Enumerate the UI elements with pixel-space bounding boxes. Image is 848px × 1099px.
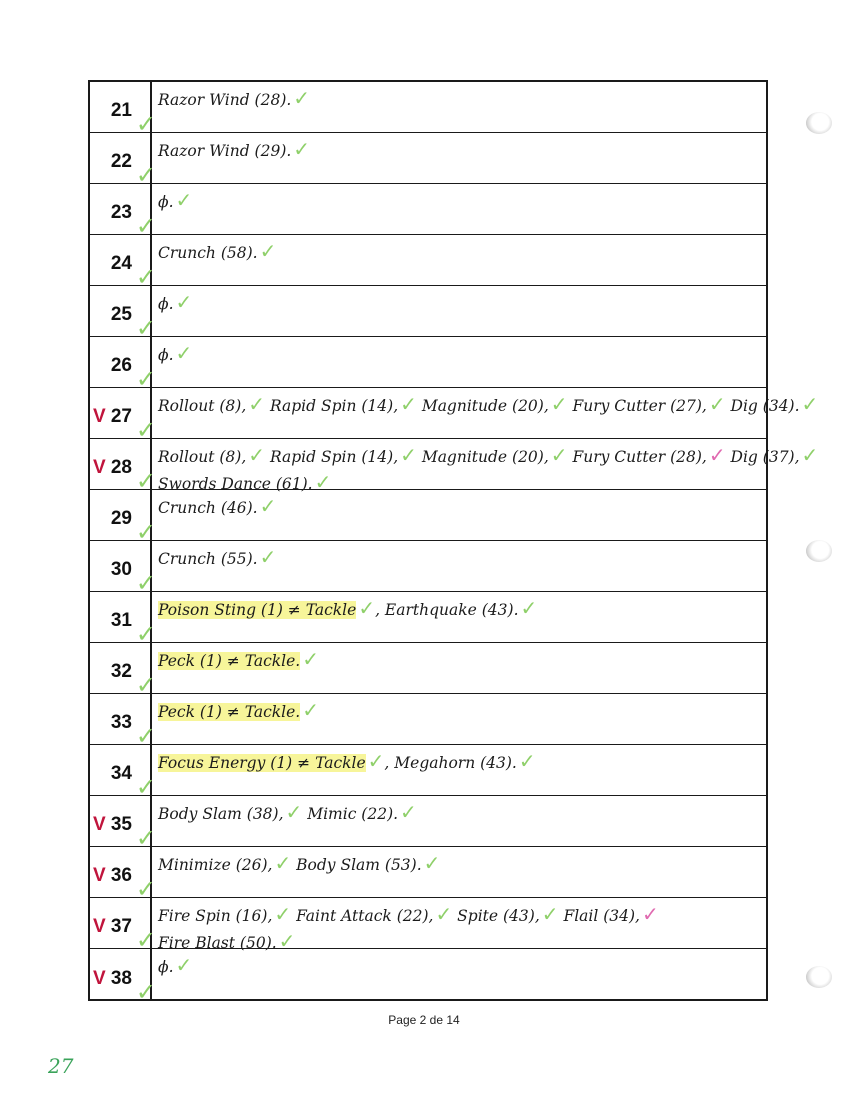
move-entry: Fire Spin (16), (158, 907, 273, 925)
moves-cell (158, 545, 760, 572)
check-mark-icon: ✓ (423, 851, 441, 875)
moves-cell (158, 443, 819, 497)
moves-cell (158, 290, 760, 317)
handwritten-page-number: 27 (48, 1054, 74, 1078)
moves-cell (158, 953, 760, 980)
row-number: 36 (110, 865, 132, 886)
row-number: 28 (110, 457, 132, 478)
check-mark-icon: ✓ (135, 212, 156, 240)
move-entry: Peck (1) ≠ Tackle. (158, 703, 301, 721)
table-row (90, 286, 766, 342)
row-number: 21 (110, 100, 132, 121)
row-number-cell (90, 337, 156, 393)
review-mark: V (93, 968, 106, 989)
move-entry: Razor Wind (29). (158, 142, 292, 160)
move-entry: Magnitude (20), (416, 448, 549, 466)
check-mark-icon: ✓ (175, 290, 193, 314)
page-footer: Page 2 de 14 (388, 1013, 460, 1027)
row-number-cell (90, 643, 156, 699)
check-mark-icon: ✓ (248, 392, 266, 416)
moves-cell (158, 137, 760, 164)
move-entry: Swords Dance (61). (158, 475, 313, 493)
row-number-cell (90, 184, 156, 240)
table-row (90, 439, 819, 495)
row-number: 34 (110, 763, 132, 784)
check-mark-icon: ✓ (175, 341, 193, 365)
check-mark-icon: ✓ (293, 86, 311, 110)
move-entry: ϕ. (158, 193, 174, 211)
table-row (90, 490, 766, 546)
check-mark-icon: ✓ (135, 263, 156, 291)
check-mark-icon: ✓ (135, 161, 156, 189)
review-mark: V (93, 814, 106, 835)
table-row (90, 133, 766, 189)
moves-cell (158, 494, 760, 521)
hole-punch-top (806, 112, 832, 134)
check-mark-icon: ✓ (367, 749, 385, 773)
move-entry: Magnitude (20), (416, 397, 549, 415)
check-mark-icon: ✓ (708, 392, 726, 416)
row-number: 31 (110, 610, 132, 631)
check-mark-icon: ✓ (358, 596, 376, 620)
move-entry: Dig (37), (725, 448, 800, 466)
check-mark-icon: ✓ (248, 443, 266, 467)
move-entry: Crunch (55). (158, 550, 258, 568)
check-mark-icon: ✓ (135, 824, 156, 852)
check-mark-icon: ✓ (550, 443, 568, 467)
table-row (90, 388, 819, 444)
check-mark-icon: ✓ (259, 239, 277, 263)
check-mark-icon: ✓ (274, 902, 292, 926)
check-mark-icon: ✓ (135, 518, 156, 546)
moves-cell (158, 749, 760, 776)
move-entry: Poison Sting (1) ≠ Tackle (158, 601, 357, 619)
row-number: 37 (110, 916, 132, 937)
table-row (90, 592, 766, 648)
table-row (90, 694, 766, 750)
check-mark-icon: ✓ (641, 902, 659, 926)
moves-cell (158, 902, 760, 956)
move-entry: Dig (34). (725, 397, 800, 415)
table-row (90, 643, 766, 699)
check-mark-icon: ✓ (175, 188, 193, 212)
table-row (90, 82, 766, 138)
row-number-cell (90, 592, 156, 648)
row-number-cell (90, 490, 156, 546)
moves-cell (158, 800, 760, 827)
check-mark-icon: ✓ (135, 467, 156, 495)
move-entry: Rollout (8), (158, 448, 247, 466)
check-mark-icon: ✓ (135, 314, 156, 342)
row-number: 24 (110, 253, 132, 274)
check-mark-icon: ✓ (135, 365, 156, 393)
row-number: 27 (110, 406, 132, 427)
move-entry: Fury Cutter (27), (567, 397, 707, 415)
row-number: 23 (110, 202, 132, 223)
move-entry: Peck (1) ≠ Tackle. (158, 652, 301, 670)
moves-cell (158, 86, 760, 113)
check-mark-icon: ✓ (550, 392, 568, 416)
move-entry: Crunch (46). (158, 499, 258, 517)
row-number-cell (90, 286, 156, 342)
moves-table (88, 80, 819, 1006)
check-mark-icon: ✓ (135, 875, 156, 903)
move-entry: Crunch (58). (158, 244, 258, 262)
row-number: 30 (110, 559, 132, 580)
row-number-cell (90, 439, 156, 495)
moves-cell (158, 698, 760, 725)
table-row (90, 796, 766, 852)
row-number-cell (90, 796, 156, 852)
row-number: 29 (110, 508, 132, 529)
move-entry: Fury Cutter (28), (567, 448, 707, 466)
moves-cell (158, 647, 760, 674)
check-mark-icon: ✓ (259, 494, 277, 518)
row-number-cell (90, 541, 156, 597)
row-number-cell (90, 949, 156, 1006)
moves-cell (158, 596, 760, 623)
row-number-cell (90, 82, 156, 138)
check-mark-icon: ✓ (520, 596, 538, 620)
move-entry: ϕ. (158, 346, 174, 364)
row-number-cell (90, 133, 156, 189)
moves-cell (158, 392, 819, 419)
row-number: 35 (110, 814, 132, 835)
check-mark-icon: ✓ (541, 902, 559, 926)
row-number: 25 (110, 304, 132, 325)
check-mark-icon: ✓ (801, 443, 819, 467)
move-entry: Spite (43), (452, 907, 540, 925)
move-entry: Rapid Spin (14), (265, 448, 399, 466)
table-row (90, 235, 766, 291)
move-entry: Fire Blast (50). (158, 934, 277, 952)
review-mark: V (93, 457, 106, 478)
row-number: 32 (110, 661, 132, 682)
move-entry: Faint Attack (22), (291, 907, 434, 925)
move-entry: Rapid Spin (14), (265, 397, 399, 415)
check-mark-icon: ✓ (135, 926, 156, 954)
hole-punch-middle (806, 540, 832, 562)
table-row (90, 184, 766, 240)
moves-cell (158, 341, 760, 368)
moves-cell (158, 188, 760, 215)
move-entry: Minimize (26), (158, 856, 273, 874)
row-number-cell (90, 235, 156, 291)
check-mark-icon: ✓ (135, 110, 156, 138)
check-mark-icon: ✓ (285, 800, 303, 824)
check-mark-icon: ✓ (274, 851, 292, 875)
check-mark-icon: ✓ (708, 443, 726, 467)
row-number-cell (90, 388, 156, 444)
review-mark: V (93, 406, 106, 427)
review-mark: V (93, 916, 106, 937)
review-mark: V (93, 865, 106, 886)
move-entry: ϕ. (158, 295, 174, 313)
check-mark-icon: ✓ (135, 722, 156, 750)
move-entry: , Megahorn (43). (384, 754, 517, 772)
table-row (90, 541, 766, 597)
check-mark-icon: ✓ (259, 545, 277, 569)
moves-cell (158, 239, 760, 266)
table-row (90, 949, 766, 1006)
check-mark-icon: ✓ (400, 800, 417, 824)
check-mark-icon: ✓ (135, 773, 156, 801)
table-row (90, 847, 766, 903)
move-entry: Body Slam (38), (158, 805, 284, 823)
check-mark-icon: ✓ (400, 392, 417, 416)
move-entry: Mimic (22). (302, 805, 399, 823)
check-mark-icon: ✓ (314, 470, 332, 494)
moves-cell (158, 851, 760, 878)
table-row (90, 898, 766, 954)
check-mark-icon: ✓ (801, 392, 819, 416)
check-mark-icon: ✓ (175, 953, 193, 977)
check-mark-icon: ✓ (302, 698, 319, 722)
move-entry: ϕ. (158, 958, 174, 976)
hole-punch-bottom (806, 966, 832, 988)
check-mark-icon: ✓ (400, 443, 417, 467)
check-mark-icon: ✓ (435, 902, 453, 926)
check-mark-icon: ✓ (135, 620, 156, 648)
table-row (90, 337, 766, 393)
row-number: 33 (110, 712, 132, 733)
row-number: 38 (110, 968, 132, 989)
row-number: 22 (110, 151, 132, 172)
row-number-cell (90, 745, 156, 801)
row-number-cell (90, 847, 156, 903)
check-mark-icon: ✓ (135, 671, 156, 699)
move-entry: Flail (34), (558, 907, 640, 925)
check-mark-icon: ✓ (293, 137, 311, 161)
row-number-cell (90, 898, 156, 954)
move-entry: , Earthquake (43). (375, 601, 519, 619)
check-mark-icon: ✓ (135, 569, 156, 597)
table-row (90, 745, 766, 801)
check-mark-icon: ✓ (302, 647, 319, 671)
move-entry: Focus Energy (1) ≠ Tackle (158, 754, 366, 772)
move-entry: Rollout (8), (158, 397, 247, 415)
check-mark-icon: ✓ (135, 416, 156, 444)
check-mark-icon: ✓ (518, 749, 536, 773)
row-number-cell (90, 694, 156, 750)
check-mark-icon: ✓ (278, 929, 296, 953)
move-entry: Razor Wind (28). (158, 91, 292, 109)
row-number: 26 (110, 355, 132, 376)
move-entry: Body Slam (53). (291, 856, 422, 874)
check-mark-icon: ✓ (135, 978, 156, 1006)
